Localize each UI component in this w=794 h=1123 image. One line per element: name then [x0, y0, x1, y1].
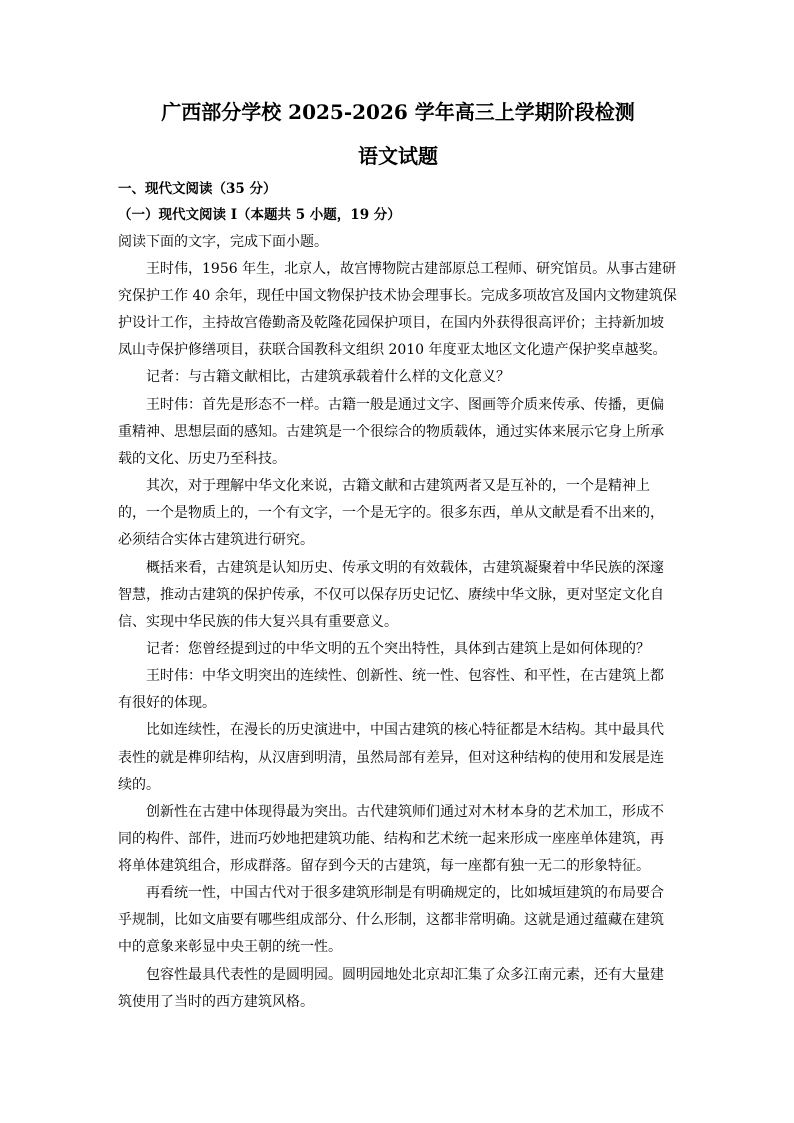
paragraph-line: 王时伟，1956 年生，北京人，故宫博物院古建部原总工程师、研究馆员。从事古建研 — [146, 261, 677, 277]
instruction-text: 阅读下面的文字，完成下面小题。 — [118, 234, 328, 250]
paragraph-line: 必须结合实体古建筑进行研究。 — [118, 532, 314, 548]
paragraph-line: 续的。 — [118, 777, 160, 793]
paragraph-line: 筑使用了当时的西方建筑风格。 — [118, 994, 314, 1010]
paragraph-line: 王时伟：中华文明突出的连续性、创新性、统一性、包容性、和平性，在古建筑上都 — [146, 668, 664, 684]
paragraph-line: 究保护工作 40 余年，现任中国文物保护技术协会理事长。完成多项故宫及国内文物建筑保 — [118, 288, 677, 304]
paragraph-line: 将单体建筑组合，形成群落。留存到今天的古建筑，每一座都有独一无二的形象特征。 — [118, 858, 650, 874]
paragraph-line: 记者：与古籍文献相比，古建筑承载着什么样的文化意义？ — [146, 369, 510, 385]
paragraph-line: 有很好的体现。 — [118, 695, 216, 711]
paragraph-line: 信、实现中华民族的伟大复兴具有重要意义。 — [118, 614, 398, 630]
paragraph-line: 中的意象来彰显中央王朝的统一性。 — [118, 939, 342, 955]
document-title: 广西部分学校 2025-2026 学年高三上学期阶段检测 — [161, 100, 635, 124]
document-subtitle: 语文试题 — [358, 144, 438, 168]
section-heading: 一、现代文阅读（35 分） — [118, 181, 277, 197]
paragraph-line: 比如连续性，在漫长的历史演进中，中国古建筑的核心特征都是木结构。其中最具代 — [146, 722, 664, 738]
paragraph-line: 王时伟：首先是形态不一样。古籍一般是通过文字、图画等介质来传承、传播，更偏 — [146, 397, 664, 413]
paragraph-line: 记者：您曾经提到过的中华文明的五个突出特性，具体到古建筑上是如何体现的？ — [146, 641, 650, 657]
paragraph-line: 包容性最具代表性的是圆明园。圆明园地处北京却汇集了众多江南元素，还有大量建 — [146, 967, 664, 983]
paragraph-line: 载的文化、历史乃至科技。 — [118, 451, 286, 467]
paragraph-line: 重精神、思想层面的感知。古建筑是一个很综合的物质载体，通过实体来展示它身上所承 — [118, 424, 664, 440]
paragraph-line: 的，一个是物质上的，一个有文字，一个是无字的。很多东西，单从文献是看不出来的， — [118, 505, 664, 521]
subsection-heading: （一）现代文阅读 I（本题共 5 小题，19 分） — [118, 207, 401, 223]
paragraph-line: 创新性在古建中体现得最为突出。古代建筑师们通过对木材本身的艺术加工，形成不 — [146, 804, 664, 820]
paragraph-line: 凤山寺保护修缮项目，获联合国教科文组织 2010 年度亚太地区文化遗产保护奖卓越奖。 — [118, 342, 667, 358]
paragraph-line: 概括来看，古建筑是认知历史、传承文明的有效载体，古建筑凝聚着中华民族的深邃 — [146, 560, 664, 576]
paragraph-line: 护设计工作，主持故宫倦勤斋及乾隆花园保护项目，在国内外获得很高评价；主持新加坡 — [118, 315, 664, 331]
paragraph-line: 智慧，推动古建筑的保护传承，不仅可以保存历史记忆、赓续中华文脉，更对坚定文化自 — [118, 587, 664, 603]
paragraph-line: 同的构件、部件，进而巧妙地把建筑功能、结构和艺术统一起来形成一座座单体建筑，再 — [118, 831, 664, 847]
paragraph-line: 表性的就是榫卯结构，从汉唐到明清，虽然局部有差异，但对这种结构的使用和发展是连 — [118, 750, 664, 766]
paragraph-line: 再看统一性，中国古代对于很多建筑形制是有明确规定的，比如城垣建筑的布局要合 — [146, 885, 664, 901]
paragraph-line: 其次，对于理解中华文化来说，古籍文献和古建筑两者又是互补的，一个是精神上 — [146, 478, 650, 494]
paragraph-line: 乎规制，比如文庙要有哪些组成部分、什么形制，这都非常明确。这就是通过蕴藏在建筑 — [118, 912, 664, 928]
